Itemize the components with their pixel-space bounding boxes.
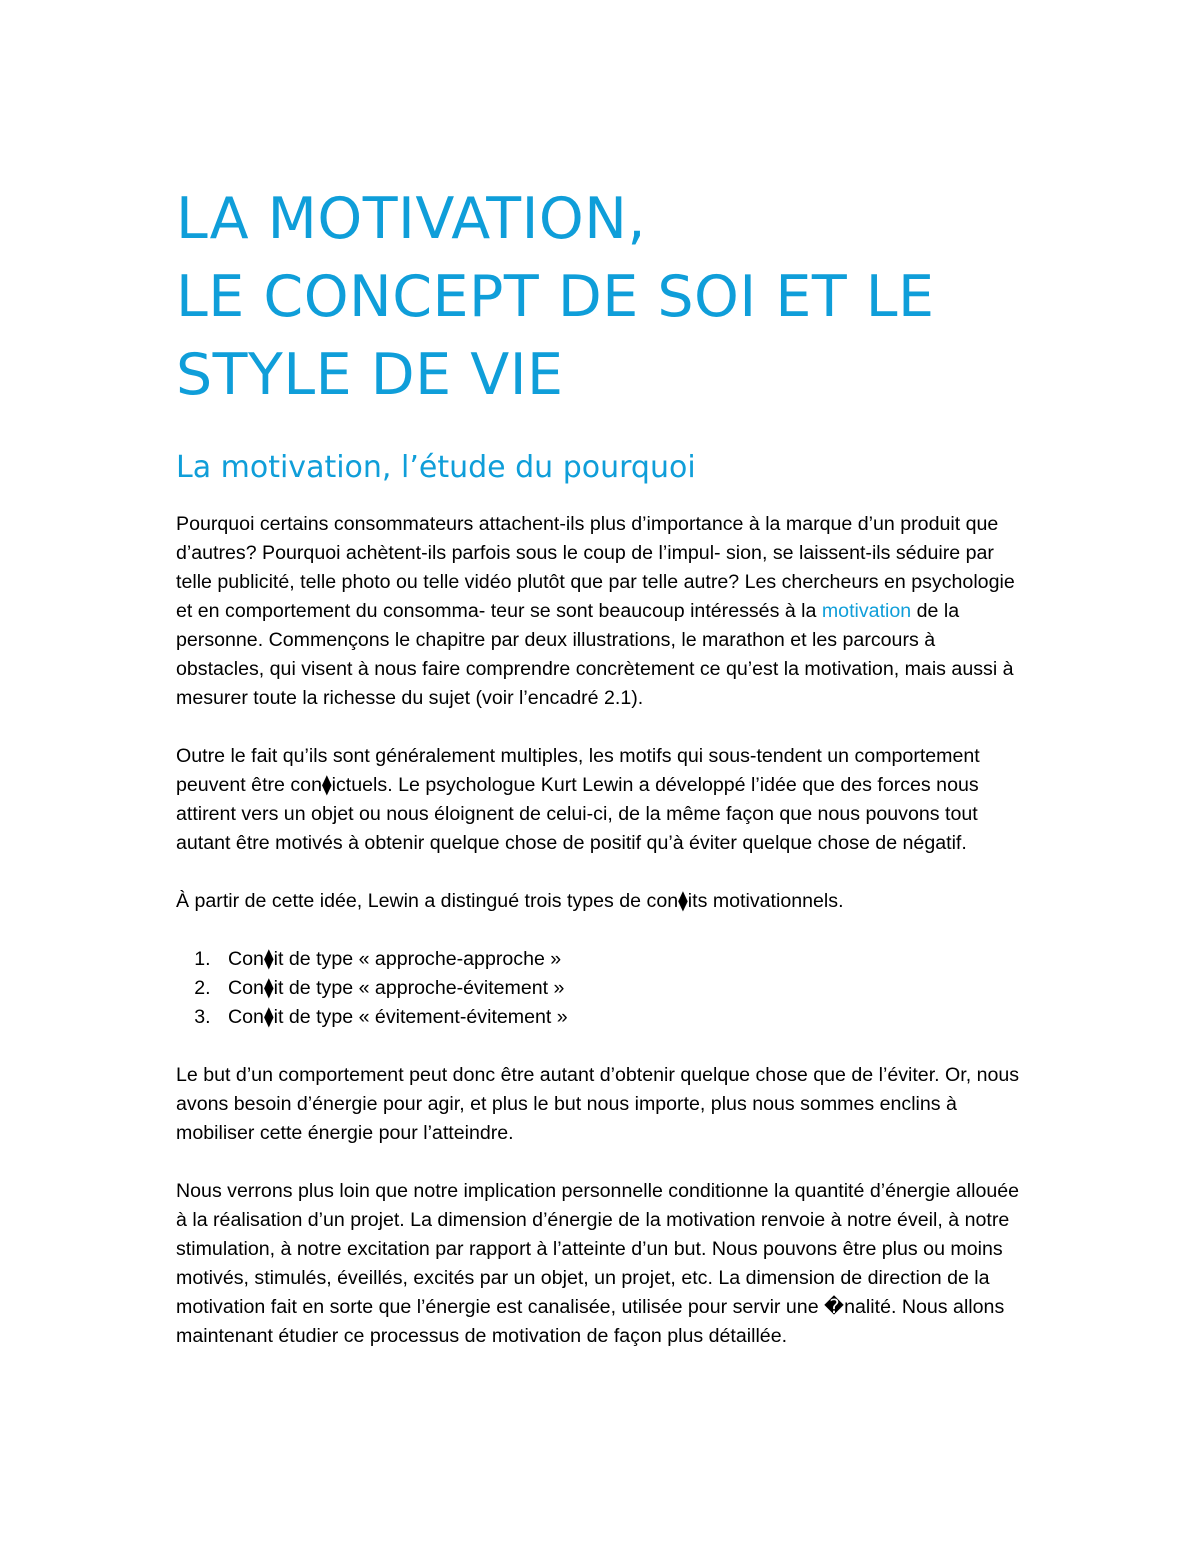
title-line-3: STYLE DE VIE (176, 342, 564, 408)
title-line-2: LE CONCEPT DE SOI ET LE (176, 264, 935, 330)
list-item: 3. Con⧫it de type « évitement-évitement » (216, 1003, 1026, 1032)
document-page (176, 180, 1026, 1351)
section-heading: La motivation, l’étude du pourquoi (176, 450, 696, 485)
list-item: 1. Con⧫it de type « approche-approche » (216, 945, 1026, 974)
motivation-term-link[interactable]: motivation (821, 600, 912, 622)
title-line-1: LA MOTIVATION, (176, 186, 647, 252)
paragraph-intro-before: Pourquoi certains consommateurs attachent-ils plus d’importance à la marque d’un produit que d’autres? Pourquoi achètent-ils parfois sous le coup de l’impul- sion, se laissent-ils séduire par telle publicité, telle photo ou telle vidéo plutôt que par telle autre? Les chercheurs en psychologie et en comportement du consomma- teur se sont beaucoup intéressés à la (176, 513, 1015, 622)
document-title (176, 180, 1026, 414)
paragraph-energy: Nous verrons plus loin que notre implication personnelle conditionne la quantité d’énergie allouée à la réalisation d’un projet. La dimension d’énergie de la motivation renvoie à notre éveil, à notre stimulation, à notre excitation par rapport à l’atteinte d’un but. Nous pouvons être plus ou moins motivés, stimulés, éveillés, excités par un objet, un projet, etc. La dimension de direction de la motivation fait en sorte que l’énergie est canalisée, utilisée pour servir une �nalité. Nous allons maintenant étudier ce processus de motivation de façon plus détaillée. (176, 1180, 1020, 1347)
paragraph-goal: Le but d’un comportement peut donc être autant d’obtenir quelque chose que de l’éviter. Or, nous avons besoin d’énergie pour agir, et plus le but nous importe, plus nous sommes enclins à mobiliser cette énergie pour l’atteindre. (176, 1064, 1020, 1144)
list-item: 2. Con⧫it de type « approche-évitement » (216, 974, 1026, 1003)
paragraph-intro-after: de la personne. Commençons le chapitre par deux illustrations, le marathon et les parcours à obstacles, qui visent à nous faire comprendre concrètement ce qu’est la motivation, mais aussi à mesurer toute la richesse du sujet (voir l’encadré 2.1). (176, 600, 1014, 709)
conflict-list (176, 945, 1026, 1032)
paragraph-lewin: Outre le fait qu’ils sont généralement multiples, les motifs qui sous-tendent un comportement peuvent être con⧫ictuels. Le psychologue Kurt Lewin a développé l’idée que des forces nous attirent vers un objet ou nous éloignent de celui-ci, de la même façon que nous pouvons tout autant être motivés à obtenir quelque chose de positif qu’à éviter quelque chose de négatif. (176, 745, 980, 854)
paragraph-conflict-types: À partir de cette idée, Lewin a distingué trois types de con⧫its motivationnels. (176, 890, 844, 912)
paragraph-intro (176, 510, 1026, 713)
